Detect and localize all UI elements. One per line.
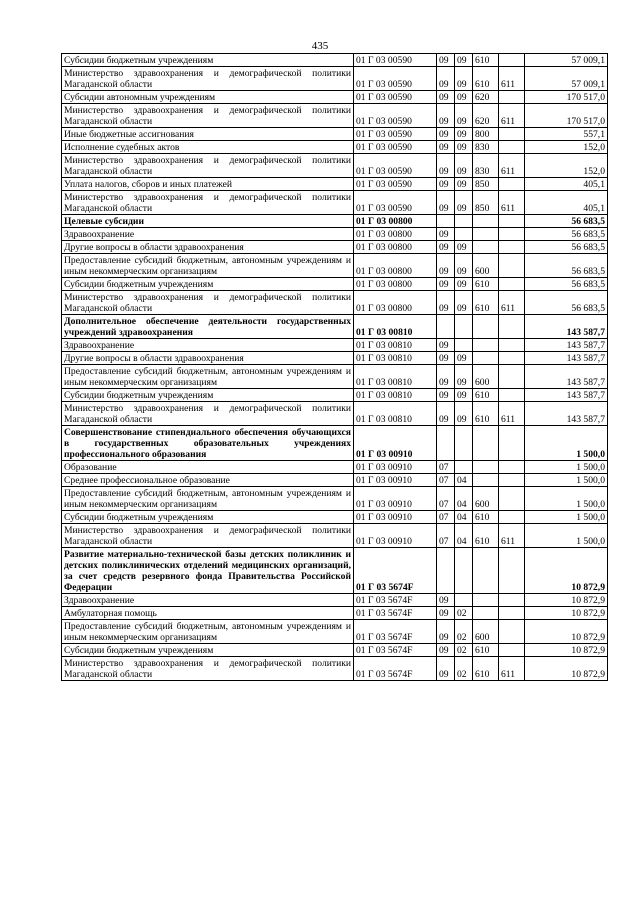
row-kosgu-cell [499,487,525,511]
row-name-cell: Министерство здравоохранения и демографической политики Магаданской области [62,402,354,426]
row-name-cell: Другие вопросы в области здравоохранения [62,352,354,365]
row-sum-cell: 143 587,7 [525,352,608,365]
table-row [62,67,608,91]
table-row [62,426,608,461]
row-section-cell: 09 [437,644,455,657]
row-section-cell: 09 [437,278,455,291]
row-kosgu-cell [499,339,525,352]
row-name-cell: Совершенствование стипендиального обеспечения обучающихся в государственных образовательных учреждениях профессионального образования [62,426,354,461]
row-name-cell: Здравоохранение [62,228,354,241]
row-code-cell: 01 Г 03 00800 [354,291,437,315]
table-row [62,461,608,474]
row-sum-cell: 56 683,5 [525,254,608,278]
row-sum-cell: 56 683,5 [525,278,608,291]
row-expense-type-cell [473,426,499,461]
row-kosgu-cell [499,594,525,607]
row-sum-cell: 143 587,7 [525,365,608,389]
row-subsection-cell: 09 [455,104,473,128]
row-expense-type-cell [473,228,499,241]
table-row [62,657,608,681]
row-section-cell: 07 [437,474,455,487]
row-kosgu-cell [499,254,525,278]
row-code-cell: 01 Г 03 5674F [354,657,437,681]
row-subsection-cell [455,339,473,352]
table-row [62,54,608,67]
row-expense-type-cell: 610 [473,644,499,657]
row-sum-cell: 143 587,7 [525,402,608,426]
row-sum-cell: 1 500,0 [525,511,608,524]
row-subsection-cell: 09 [455,389,473,402]
row-section-cell: 09 [437,228,455,241]
row-name-cell: Среднее профессиональное образование [62,474,354,487]
table-row [62,524,608,548]
row-subsection-cell: 09 [455,254,473,278]
budget-table-body [62,54,608,681]
row-kosgu-cell: 611 [499,191,525,215]
row-section-cell: 09 [437,241,455,254]
row-subsection-cell: 02 [455,607,473,620]
table-row [62,178,608,191]
row-name-cell: Министерство здравоохранения и демографической политики Магаданской области [62,104,354,128]
row-name-cell: Субсидии бюджетным учреждениям [62,389,354,402]
row-expense-type-cell: 610 [473,278,499,291]
row-name-cell: Министерство здравоохранения и демографической политики Магаданской области [62,291,354,315]
row-expense-type-cell: 610 [473,524,499,548]
row-name-cell: Субсидии автономным учреждениям [62,91,354,104]
row-sum-cell: 1 500,0 [525,461,608,474]
row-expense-type-cell [473,474,499,487]
row-section-cell [437,315,455,339]
row-kosgu-cell [499,215,525,228]
row-name-cell: Дополнительное обеспечение деятельности государственных учреждений здравоохранения [62,315,354,339]
table-row [62,365,608,389]
row-expense-type-cell: 610 [473,389,499,402]
table-row [62,389,608,402]
row-sum-cell: 152,0 [525,154,608,178]
row-kosgu-cell [499,128,525,141]
row-section-cell: 09 [437,191,455,215]
row-subsection-cell: 02 [455,657,473,681]
row-code-cell: 01 Г 03 00910 [354,426,437,461]
row-expense-type-cell [473,607,499,620]
row-kosgu-cell: 611 [499,154,525,178]
row-subsection-cell: 09 [455,154,473,178]
row-expense-type-cell: 600 [473,254,499,278]
table-row [62,241,608,254]
table-row [62,315,608,339]
row-kosgu-cell [499,228,525,241]
row-section-cell: 09 [437,154,455,178]
row-sum-cell: 10 872,9 [525,548,608,594]
row-code-cell: 01 Г 03 00590 [354,54,437,67]
row-sum-cell: 152,0 [525,141,608,154]
row-sum-cell: 170 517,0 [525,91,608,104]
row-code-cell: 01 Г 03 00810 [354,352,437,365]
table-row [62,474,608,487]
row-name-cell: Министерство здравоохранения и демографической политики Магаданской области [62,524,354,548]
row-subsection-cell: 09 [455,67,473,91]
row-sum-cell: 56 683,5 [525,228,608,241]
row-expense-type-cell: 850 [473,191,499,215]
row-sum-cell: 56 683,5 [525,215,608,228]
row-name-cell: Иные бюджетные ассигнования [62,128,354,141]
row-code-cell: 01 Г 03 5674F [354,607,437,620]
row-expense-type-cell: 800 [473,128,499,141]
row-code-cell: 01 Г 03 00590 [354,141,437,154]
row-kosgu-cell [499,461,525,474]
row-subsection-cell: 09 [455,191,473,215]
row-name-cell: Министерство здравоохранения и демографической политики Магаданской области [62,154,354,178]
row-subsection-cell: 09 [455,402,473,426]
row-sum-cell: 10 872,9 [525,620,608,644]
row-sum-cell: 56 683,5 [525,241,608,254]
row-code-cell: 01 Г 03 00810 [354,402,437,426]
table-row [62,254,608,278]
row-code-cell: 01 Г 03 00800 [354,215,437,228]
row-expense-type-cell: 610 [473,402,499,426]
table-row [62,141,608,154]
row-kosgu-cell [499,365,525,389]
row-sum-cell: 1 500,0 [525,474,608,487]
row-section-cell: 09 [437,594,455,607]
table-row [62,607,608,620]
row-subsection-cell: 09 [455,241,473,254]
row-section-cell: 09 [437,254,455,278]
row-subsection-cell: 09 [455,91,473,104]
row-name-cell: Предоставление субсидий бюджетным, автономным учреждениям и иным некоммерческим организациям [62,620,354,644]
row-subsection-cell: 09 [455,128,473,141]
row-code-cell: 01 Г 03 00810 [354,389,437,402]
row-expense-type-cell [473,339,499,352]
row-section-cell: 07 [437,524,455,548]
row-section-cell: 07 [437,511,455,524]
row-subsection-cell [455,461,473,474]
row-code-cell: 01 Г 03 5674F [354,644,437,657]
row-code-cell: 01 Г 03 00800 [354,228,437,241]
row-section-cell: 07 [437,461,455,474]
row-section-cell [437,215,455,228]
row-code-cell: 01 Г 03 00590 [354,128,437,141]
row-name-cell: Предоставление субсидий бюджетным, автономным учреждениям и иным некоммерческим организациям [62,254,354,278]
page-number: 435 [311,40,329,52]
row-kosgu-cell: 611 [499,291,525,315]
row-expense-type-cell: 620 [473,104,499,128]
row-subsection-cell: 09 [455,291,473,315]
row-kosgu-cell: 611 [499,402,525,426]
row-code-cell: 01 Г 03 00800 [354,254,437,278]
row-subsection-cell: 09 [455,352,473,365]
row-sum-cell: 1 500,0 [525,524,608,548]
row-expense-type-cell: 610 [473,291,499,315]
row-sum-cell: 1 500,0 [525,426,608,461]
row-subsection-cell: 09 [455,178,473,191]
row-name-cell: Субсидии бюджетным учреждениям [62,278,354,291]
row-kosgu-cell [499,141,525,154]
row-name-cell: Предоставление субсидий бюджетным, автономным учреждениям и иным некоммерческим организациям [62,487,354,511]
row-sum-cell: 143 587,7 [525,389,608,402]
row-sum-cell: 10 872,9 [525,644,608,657]
row-sum-cell: 10 872,9 [525,607,608,620]
row-subsection-cell: 09 [455,54,473,67]
row-code-cell: 01 Г 03 00910 [354,487,437,511]
row-expense-type-cell [473,352,499,365]
row-kosgu-cell [499,607,525,620]
table-row [62,594,608,607]
row-subsection-cell: 04 [455,524,473,548]
row-kosgu-cell [499,91,525,104]
row-code-cell: 01 Г 03 00810 [354,365,437,389]
row-kosgu-cell [499,548,525,594]
row-name-cell: Министерство здравоохранения и демографической политики Магаданской области [62,657,354,681]
row-code-cell: 01 Г 03 00910 [354,524,437,548]
row-kosgu-cell [499,474,525,487]
table-row [62,620,608,644]
row-subsection-cell [455,228,473,241]
row-code-cell: 01 Г 03 00590 [354,91,437,104]
row-expense-type-cell: 610 [473,67,499,91]
row-expense-type-cell: 620 [473,91,499,104]
row-kosgu-cell [499,278,525,291]
row-expense-type-cell: 850 [473,178,499,191]
table-row [62,228,608,241]
row-section-cell [437,426,455,461]
row-kosgu-cell: 611 [499,524,525,548]
row-expense-type-cell: 600 [473,487,499,511]
row-kosgu-cell [499,426,525,461]
row-section-cell: 09 [437,128,455,141]
row-expense-type-cell: 830 [473,141,499,154]
row-subsection-cell: 02 [455,620,473,644]
row-code-cell: 01 Г 03 00590 [354,191,437,215]
row-sum-cell: 405,1 [525,191,608,215]
row-code-cell: 01 Г 03 00800 [354,241,437,254]
row-kosgu-cell [499,352,525,365]
row-code-cell: 01 Г 03 5674F [354,594,437,607]
row-code-cell: 01 Г 03 00800 [354,278,437,291]
row-name-cell: Здравоохранение [62,594,354,607]
row-code-cell: 01 Г 03 00810 [354,315,437,339]
row-expense-type-cell [473,548,499,594]
row-name-cell: Субсидии бюджетным учреждениям [62,644,354,657]
row-code-cell: 01 Г 03 00910 [354,474,437,487]
row-subsection-cell: 04 [455,474,473,487]
row-section-cell: 09 [437,178,455,191]
row-section-cell: 09 [437,620,455,644]
table-row [62,644,608,657]
table-row [62,511,608,524]
table-row [62,291,608,315]
table-row [62,154,608,178]
row-section-cell: 09 [437,67,455,91]
row-subsection-cell [455,426,473,461]
table-row [62,104,608,128]
row-section-cell: 09 [437,54,455,67]
row-kosgu-cell [499,511,525,524]
row-name-cell: Уплата налогов, сборов и иных платежей [62,178,354,191]
row-sum-cell: 10 872,9 [525,657,608,681]
row-code-cell: 01 Г 03 00590 [354,154,437,178]
row-expense-type-cell [473,461,499,474]
row-name-cell: Министерство здравоохранения и демографической политики Магаданской области [62,191,354,215]
row-code-cell: 01 Г 03 00590 [354,178,437,191]
row-name-cell: Исполнение судебных актов [62,141,354,154]
row-kosgu-cell [499,54,525,67]
row-subsection-cell: 02 [455,644,473,657]
row-subsection-cell [455,548,473,594]
row-sum-cell: 143 587,7 [525,339,608,352]
row-sum-cell: 405,1 [525,178,608,191]
row-name-cell: Целевые субсидии [62,215,354,228]
row-code-cell: 01 Г 03 00590 [354,104,437,128]
row-section-cell: 09 [437,91,455,104]
row-sum-cell: 57 009,1 [525,67,608,91]
row-section-cell: 09 [437,141,455,154]
row-kosgu-cell [499,620,525,644]
row-code-cell: 01 Г 03 00590 [354,67,437,91]
row-expense-type-cell: 610 [473,54,499,67]
row-section-cell: 09 [437,339,455,352]
row-name-cell: Развитие материально-технической базы детских поликлиник и детских поликлинических отделений медицинских организаций, за счет средств резервного фонда Правительства Российской Федерации [62,548,354,594]
row-subsection-cell: 09 [455,365,473,389]
row-kosgu-cell: 611 [499,657,525,681]
row-section-cell: 09 [437,657,455,681]
row-subsection-cell: 09 [455,141,473,154]
row-subsection-cell [455,315,473,339]
row-section-cell: 09 [437,365,455,389]
row-subsection-cell: 04 [455,487,473,511]
table-row [62,402,608,426]
row-kosgu-cell [499,315,525,339]
row-section-cell: 09 [437,389,455,402]
row-expense-type-cell [473,241,499,254]
row-subsection-cell [455,594,473,607]
row-section-cell: 07 [437,487,455,511]
row-expense-type-cell: 830 [473,154,499,178]
row-sum-cell: 1 500,0 [525,487,608,511]
row-section-cell: 09 [437,104,455,128]
table-row [62,215,608,228]
row-code-cell: 01 Г 03 00910 [354,461,437,474]
row-code-cell: 01 Г 03 00910 [354,511,437,524]
row-name-cell: Субсидии бюджетным учреждениям [62,511,354,524]
row-subsection-cell: 04 [455,511,473,524]
row-sum-cell: 170 517,0 [525,104,608,128]
row-code-cell: 01 Г 03 5674F [354,620,437,644]
row-expense-type-cell [473,315,499,339]
row-sum-cell: 56 683,5 [525,291,608,315]
row-name-cell: Субсидии бюджетным учреждениям [62,54,354,67]
table-row [62,487,608,511]
row-section-cell [437,548,455,594]
row-kosgu-cell [499,644,525,657]
table-row [62,278,608,291]
row-subsection-cell [455,215,473,228]
row-kosgu-cell [499,389,525,402]
row-sum-cell: 57 009,1 [525,54,608,67]
row-name-cell: Другие вопросы в области здравоохранения [62,241,354,254]
row-expense-type-cell [473,215,499,228]
row-subsection-cell: 09 [455,278,473,291]
row-section-cell: 09 [437,352,455,365]
row-kosgu-cell [499,178,525,191]
row-sum-cell: 10 872,9 [525,594,608,607]
table-row [62,352,608,365]
row-name-cell: Амбулаторная помощь [62,607,354,620]
row-expense-type-cell [473,594,499,607]
row-expense-type-cell: 610 [473,511,499,524]
row-expense-type-cell: 610 [473,657,499,681]
table-row [62,91,608,104]
table-row [62,191,608,215]
row-sum-cell: 557,1 [525,128,608,141]
table-row [62,548,608,594]
row-kosgu-cell: 611 [499,67,525,91]
row-section-cell: 09 [437,402,455,426]
row-kosgu-cell [499,241,525,254]
row-name-cell: Образование [62,461,354,474]
row-code-cell: 01 Г 03 5674F [354,548,437,594]
row-name-cell: Министерство здравоохранения и демографической политики Магаданской области [62,67,354,91]
row-code-cell: 01 Г 03 00810 [354,339,437,352]
row-expense-type-cell: 600 [473,620,499,644]
row-name-cell: Предоставление субсидий бюджетным, автономным учреждениям и иным некоммерческим организациям [62,365,354,389]
table-row [62,128,608,141]
row-section-cell: 09 [437,607,455,620]
row-kosgu-cell: 611 [499,104,525,128]
budget-table [61,53,608,681]
row-sum-cell: 143 587,7 [525,315,608,339]
row-name-cell: Здравоохранение [62,339,354,352]
table-row [62,339,608,352]
row-section-cell: 09 [437,291,455,315]
row-expense-type-cell: 600 [473,365,499,389]
